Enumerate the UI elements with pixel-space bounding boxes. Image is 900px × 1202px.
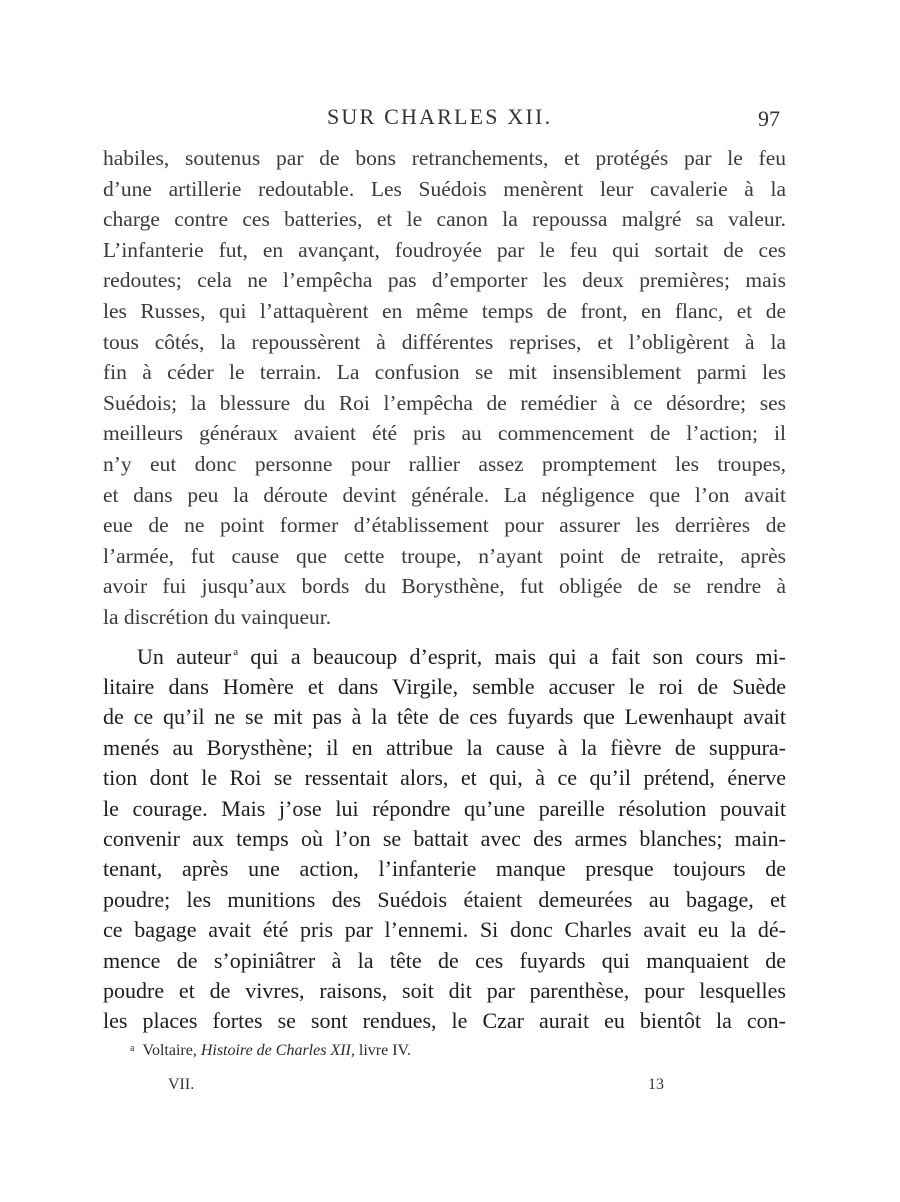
text-line: meilleurs généraux avaient été pris au commencement de l’action; il	[103, 421, 786, 446]
text-line: poudre et de vivres, raisons, soit dit par parenthèse, pour lesquelles	[103, 977, 786, 1003]
text-line: tenant, après une action, l’infanterie manque presque toujours de	[103, 856, 786, 882]
paragraph-2	[103, 637, 786, 1037]
text-line: convenir aux temps où l’on se battait avec des armes blanches; main-	[103, 825, 786, 851]
text-line: n’y eut donc personne pour rallier assez promptement les troupes,	[103, 451, 786, 476]
text-line: redoutes; cela ne l’empêcha pas d’emporter les deux premières; mais	[103, 268, 786, 293]
text-line: avoir fui jusqu’aux bords du Borysthène, fut obligée de se rendre à	[103, 574, 786, 599]
text-line: fin à céder le terrain. La confusion se mit insensiblement parmi les	[103, 360, 786, 385]
text-line: les Russes, qui l’attaquèrent en même temps de front, en flanc, et de	[103, 298, 786, 323]
text-line: habiles, soutenus par de bons retranchements, et protégés par le feu	[103, 146, 786, 170]
main-text	[103, 143, 786, 1037]
sheet-signature: 13	[648, 1076, 664, 1093]
volume-signature: VII.	[168, 1076, 195, 1093]
paragraph-1	[103, 143, 786, 633]
footnote-title: Histoire de Charles XII,	[200, 1042, 355, 1059]
note-anchor-text: Un auteur	[137, 643, 232, 669]
text-line: L’infanterie fut, en avançant, foudroyée par le feu qui sortait de ces	[103, 237, 786, 262]
text-line: l’armée, fut cause que cette troupe, n’ayant point de retraite, après	[103, 543, 786, 568]
footnote-mark: a	[130, 1043, 135, 1054]
text-line: ce bagage avait été pris par l’ennemi. Si donc Charles avait eu la dé-	[103, 917, 786, 943]
page-number: 97	[758, 106, 780, 131]
text-line: mence de s’opiniâtrer à la tête de ces fuyards qui manquaient de	[103, 947, 786, 973]
text-line: charge contre ces batteries, et le canon la repoussa malgré sa valeur.	[103, 207, 786, 232]
text-line: le courage. Mais j’ose lui répondre qu’une pareille résolution pouvait	[103, 795, 786, 821]
footnote-reference-text: livre IV.	[358, 1042, 412, 1059]
text-line-rest: qui a beaucoup d’esprit, mais qui a fait son cours mi-	[250, 643, 787, 669]
footnote-author: Voltaire,	[142, 1042, 197, 1059]
text-line: d’une artillerie redoutable. Les Suédois menèrent leur cavalerie à la	[103, 176, 786, 201]
running-head	[0, 104, 900, 138]
text-line: poudre; les munitions des Suédois étaient demeurées au bagage, et	[103, 886, 786, 912]
text-line: litaire dans Homère et dans Virgile, semble accuser le roi de Suède	[103, 673, 786, 699]
text-line: les places fortes se sont rendues, le Czar aurait eu bientôt la con-	[103, 1008, 786, 1034]
text-line: Suédois; la blessure du Roi l’empêcha de remédier à ce désordre; ses	[103, 390, 786, 415]
text-line: menés au Borysthène; il en attribue la cause à la fièvre de suppura-	[103, 734, 786, 760]
footnote	[130, 1042, 411, 1060]
running-title: SUR CHARLES XII.	[327, 104, 553, 129]
footnote-reference[interactable]: a	[233, 645, 239, 658]
text-line: tion dont le Roi se ressentait alors, et qui, à ce qu’il prétend, énerve	[103, 765, 786, 791]
text-line: et dans peu la déroute devint générale. La négligence que l’on avait	[103, 482, 786, 507]
text-line: eue de ne point former d’établissement pour assurer les derrières de	[103, 513, 786, 538]
text-line-first	[103, 637, 786, 672]
text-line: de ce qu’il ne se mit pas à la tête de ces fuyards que Lewenhaupt avait	[103, 704, 786, 730]
text-line: tous côtés, la repoussèrent à différentes reprises, et l’obligèrent à la	[103, 329, 786, 354]
text-line: la discrétion du vainqueur.	[103, 604, 332, 629]
